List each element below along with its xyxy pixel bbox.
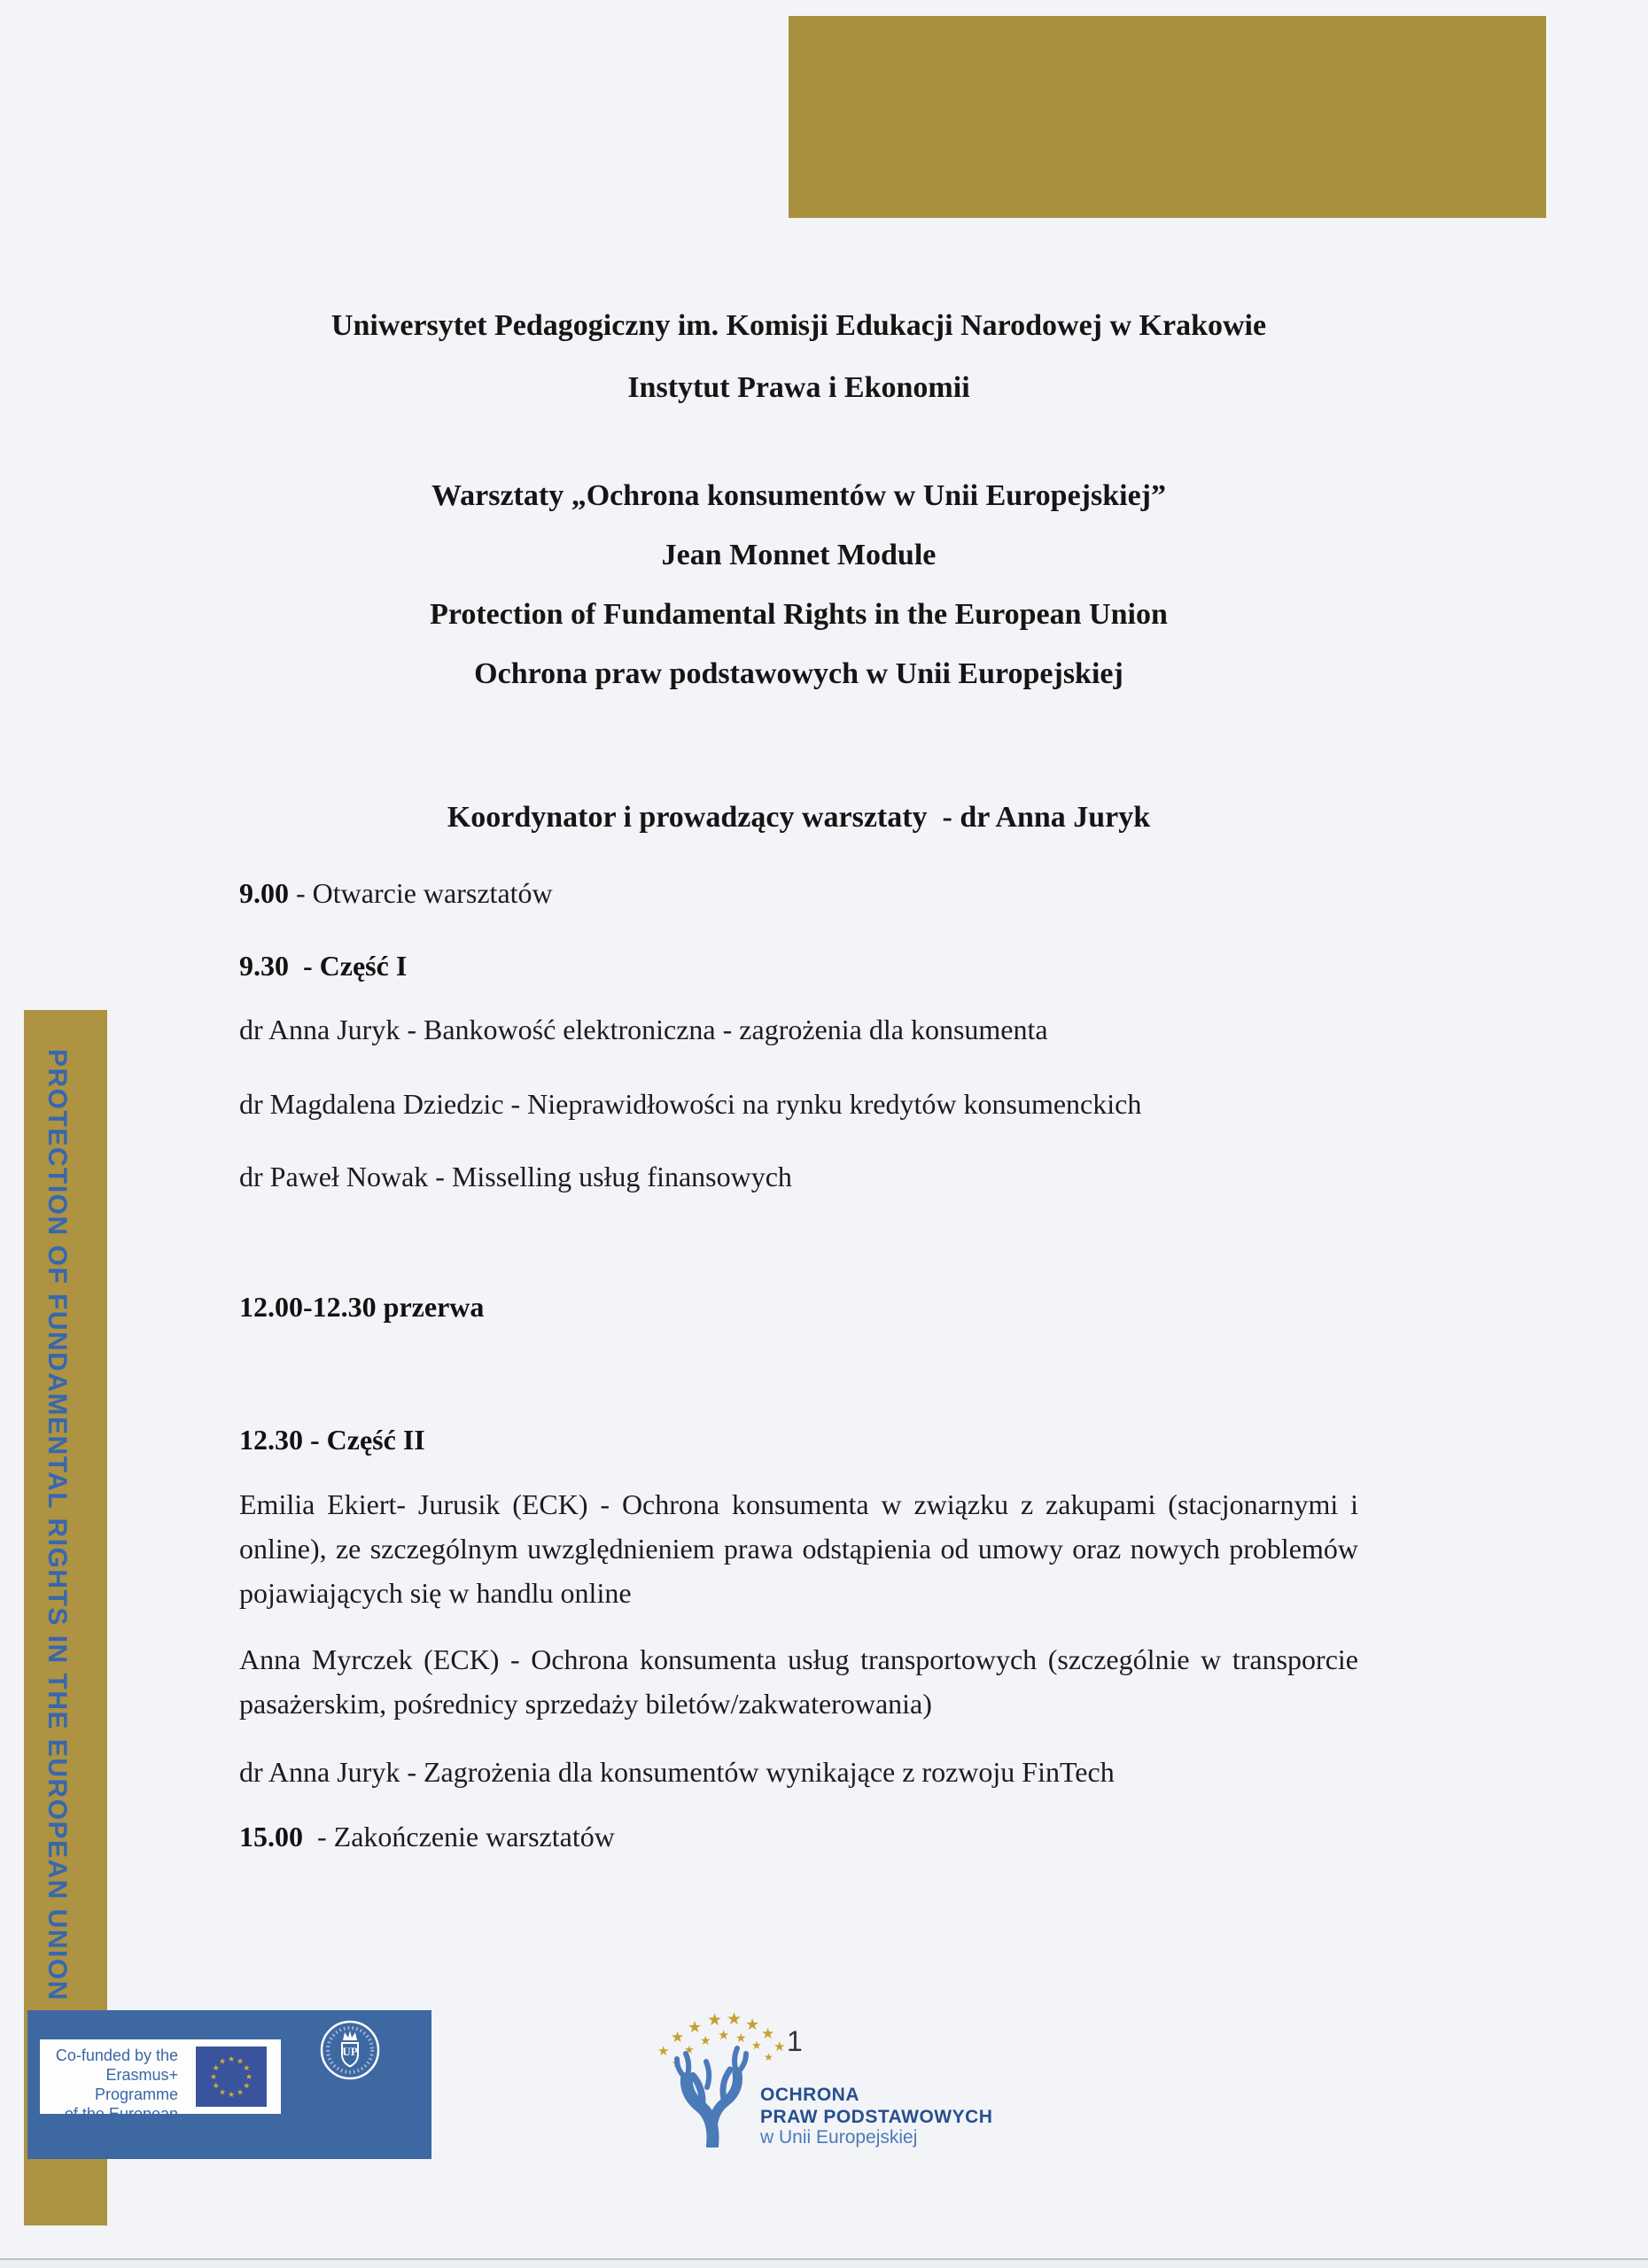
- institute-name: Instytut Prawa i Ekonomii: [627, 371, 970, 404]
- gold-star-icon: ★: [773, 2039, 786, 2054]
- workshop-module: Jean Monnet Module: [661, 539, 937, 571]
- svg-text:★: ★: [227, 2090, 236, 2099]
- logo-subtitle: w Unii Europejskiej: [760, 2127, 918, 2148]
- gold-star-icon: ★: [700, 2033, 711, 2047]
- logo-title-line1: OCHRONA: [760, 2085, 859, 2105]
- workshop-title: Warsztaty „Ochrona konsumentów w Unii Europejskiej”: [431, 479, 1166, 512]
- gold-star-icon: ★: [745, 2016, 760, 2033]
- gold-star-icon: ★: [684, 2043, 695, 2056]
- schedule-time: 15.00: [239, 1821, 303, 1852]
- svg-text:★: ★: [227, 2054, 236, 2063]
- gold-star-icon: ★: [718, 2028, 730, 2043]
- svg-text:★: ★: [236, 2056, 245, 2066]
- schedule-text: dr Anna Juryk - Bankowość elektroniczna - zagrożenia dla konsumenta: [239, 1014, 1048, 1045]
- gold-star-icon: ★: [707, 2011, 723, 2030]
- schedule-time: 12.30 - Część II: [239, 1424, 425, 1456]
- eu-flag-icon: [196, 2047, 267, 2107]
- sidebar-vertical-title: PROTECTION OF FUNDAMENTAL RIGHTS IN THE EUROPEAN UNION: [43, 1049, 72, 2001]
- coordinator-line: Koordynator i prowadzący warsztaty - dr Anna Juryk: [447, 801, 1151, 834]
- session-description-3: dr Anna Juryk - Zagrożenia dla konsumentów wynikające z rozwoju FinTech: [239, 1756, 1115, 1788]
- svg-text:★: ★: [243, 2081, 251, 2090]
- tree-logo-icon: [657, 2034, 768, 2148]
- svg-text:★: ★: [218, 2087, 227, 2097]
- schedule-time: 12.00-12.30 przerwa: [239, 1291, 485, 1323]
- erasmus-cofunded-text: [43, 2046, 178, 2143]
- up-university-seal-icon: [319, 2019, 381, 2081]
- svg-text:★: ★: [245, 2072, 253, 2081]
- svg-text:★: ★: [218, 2056, 227, 2066]
- schedule-item-opening: [239, 875, 1382, 911]
- schedule-text: - Zakończenie warsztatów: [303, 1821, 615, 1852]
- page-number: 1: [787, 2025, 803, 2057]
- svg-text:★: ★: [212, 2063, 220, 2072]
- schedule-text: dr Paweł Nowak - Misselling usług finansowych: [239, 1161, 792, 1192]
- erasmus-label-box: [40, 2039, 281, 2142]
- schedule-item-closing: [239, 1819, 1382, 1854]
- gold-star-icon: ★: [735, 2031, 747, 2045]
- schedule-item-speaker2: [239, 1086, 1382, 1122]
- session-description-2: Anna Myrczek (ECK) - Ochrona konsumenta usług transportowych (szczególnie w transporcie pasażerskim, pośrednicy sprzedaży biletów/zakwaterowania): [239, 1643, 1358, 1720]
- scan-edge-strip: [0, 2260, 1648, 2268]
- schedule-item-break: [239, 1289, 1382, 1324]
- svg-text:★: ★: [236, 2087, 245, 2097]
- gold-star-icon: ★: [657, 2044, 670, 2059]
- workshop-title-en: Protection of Fundamental Rights in the European Union: [430, 598, 1168, 631]
- gold-star-icon: ★: [727, 2010, 742, 2029]
- logo-title-line2: PRAW PODSTAWOWYCH: [760, 2107, 993, 2127]
- gold-star-icon: ★: [764, 2051, 773, 2063]
- schedule-item-part2: [239, 1422, 1382, 1457]
- svg-text:★: ★: [209, 2072, 218, 2081]
- gold-star-icon: ★: [671, 2029, 685, 2046]
- svg-text:★: ★: [243, 2063, 251, 2072]
- gold-star-icon: ★: [751, 2039, 762, 2052]
- erasmus-line2: Erasmus+ Programme: [94, 2066, 178, 2103]
- gold-header-block: [789, 16, 1546, 218]
- university-name: Uniwersytet Pedagogiczny im. Komisji Edukacji Narodowej w Krakowie: [330, 309, 1267, 342]
- gold-star-icon: ★: [672, 2057, 681, 2070]
- erasmus-banner: [27, 2010, 431, 2159]
- schedule-time: 9.30 - Część I: [239, 950, 408, 982]
- schedule-text: - Otwarcie warsztatów: [289, 877, 553, 909]
- erasmus-line1: Co-funded by the: [55, 2047, 178, 2064]
- schedule-text: dr Magdalena Dziedzic - Nieprawidłowości na rynku kredytów konsumenckich: [239, 1088, 1142, 1120]
- session-description-1: Emilia Ekiert- Jurusik (ECK) - Ochrona konsumenta w związku z zakupami (stacjonarnymi i online), ze szczególnym uwzględnieniem prawa odstąpienia od umowy oraz nowych problemów pojawiających się w handlu online: [239, 1488, 1358, 1609]
- svg-text:UP: UP: [342, 2045, 358, 2058]
- gold-star-icon: ★: [761, 2025, 775, 2042]
- svg-text:★: ★: [212, 2081, 220, 2090]
- gold-star-icon: ★: [688, 2018, 703, 2036]
- schedule-item-speaker1: [239, 1012, 1382, 1047]
- workshop-title-pl: Ochrona praw podstawowych w Unii Europejskiej: [474, 657, 1123, 690]
- schedule-item-part1: [239, 948, 1382, 983]
- schedule-time: 9.00: [239, 877, 289, 909]
- erasmus-line3: of the European Union: [64, 2105, 178, 2142]
- schedule-item-speaker3: [239, 1159, 1382, 1194]
